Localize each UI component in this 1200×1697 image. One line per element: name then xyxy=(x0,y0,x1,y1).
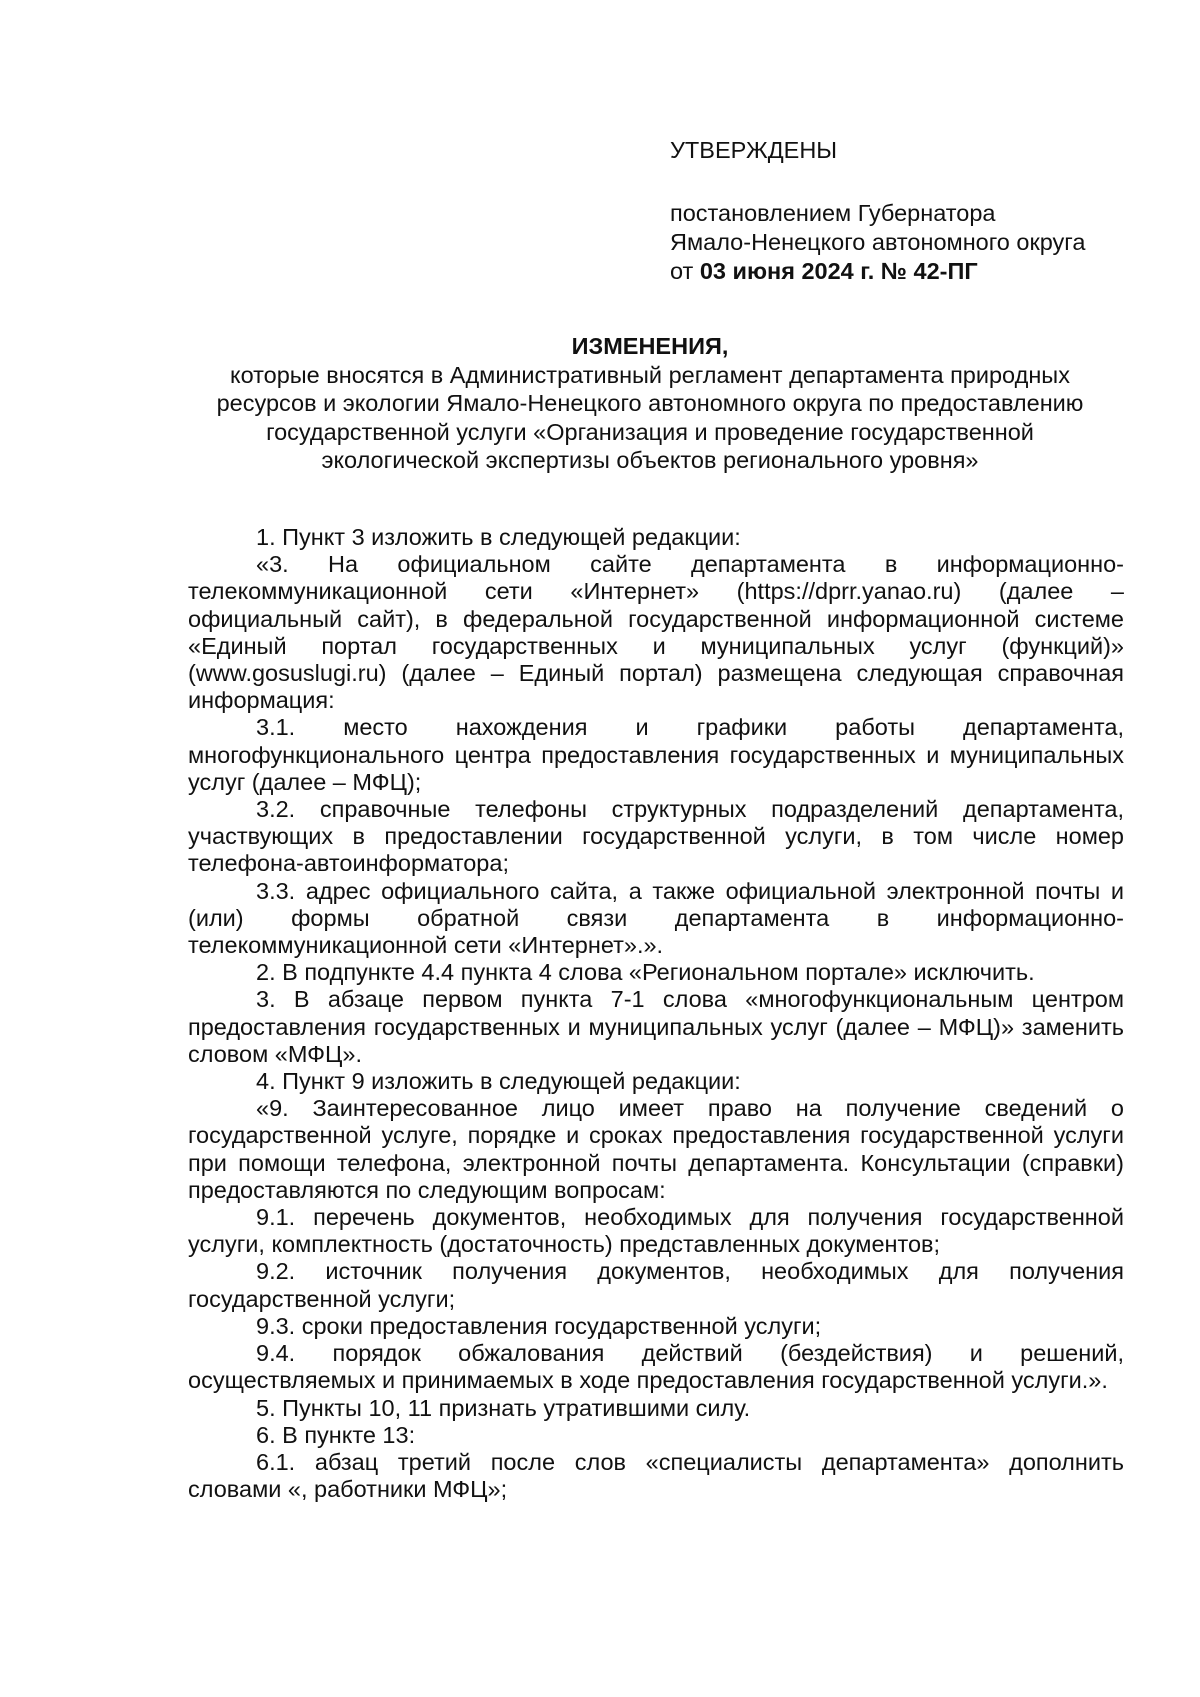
paragraph-4: 4. Пункт 9 изложить в следующей редакции: xyxy=(256,1068,741,1095)
paragraph-1: 1. Пункт 3 изложить в следующей редакции: xyxy=(256,524,741,550)
approval-block xyxy=(670,136,1140,286)
document-title xyxy=(160,332,1140,475)
approved-label: УТВЕРЖДЕНЫ xyxy=(670,137,838,163)
approval-date-prefix: от xyxy=(670,258,694,284)
paragraph-6-1: 6.1. абзац третий после слов «специалисты департамента» дополнить словами «, работники МФЦ»; xyxy=(188,1448,1124,1503)
paragraph-9-4: 9.4. порядок обжалования действий (бездействия) и решений, осуществляемых и принимаемых в ходе предоставления государственной услуги.». xyxy=(188,1340,1124,1394)
paragraph-3-2: 3.2. справочные телефоны структурных подразделений департамента, участвующих в предоставлении государственной услуги, в том числе номер телефона-автоинформатора; xyxy=(188,796,1124,877)
paragraph-9-1: 9.1. перечень документов, необходимых для получения государственной услуги, комплектность (достаточность) представленных документов; xyxy=(188,1204,1124,1258)
paragraph-2: 2. В подпункте 4.4 пункта 4 слова «Региональном портале» исключить. xyxy=(256,959,1035,986)
paragraph-6: 6. В пункте 13: xyxy=(256,1421,416,1448)
document-body xyxy=(188,524,1124,1503)
title-line-2: ресурсов и экологии Ямало-Ненецкого автономного округа по предоставлению xyxy=(216,390,1084,416)
title-line-3: государственной услуги «Организация и проведение государственной xyxy=(266,418,1034,445)
paragraph-9-2: 9.2. источник получения документов, необходимых для получения государственной услуги; xyxy=(188,1258,1124,1312)
title-line-4: экологической экспертизы объектов регионального уровня» xyxy=(321,447,979,473)
paragraph-3: 3. В абзаце первом пункта 7-1 слова «многофункциональным центром предоставления государственных и муниципальных услуг (далее – МФЦ)» заменить словом «МФЦ». xyxy=(188,986,1124,1067)
approval-date-value: 03 июня 2024 г. № 42-ПГ xyxy=(699,258,978,284)
paragraph-3-1: 3.1. место нахождения и графики работы департамента, многофункционального центра предоставления государственных и муниципальных услуг (далее – МФЦ); xyxy=(188,714,1124,795)
approval-line-1: постановлением Губернатора xyxy=(670,200,996,226)
paragraph-point-9: «9. Заинтересованное лицо имеет право на получение сведений о государственной услуге, порядке и сроках предоставления государственной услуги при помощи телефона, электронной почты департамента. Консультации (справки) предоставляются по следующим вопросам: xyxy=(188,1095,1124,1203)
paragraph-3-3: 3.3. адрес официального сайта, а также официальной электронной почты и (или) формы обратной связи департамента в информационно-телекоммуникационной сети «Интернет».». xyxy=(188,877,1124,959)
approval-date-line xyxy=(670,257,1140,286)
title-heading: ИЗМЕНЕНИЯ, xyxy=(571,333,729,359)
title-line-1: которые вносятся в Административный регламент департамента природных xyxy=(230,361,1070,388)
paragraph-point-3: «3. На официальном сайте департамента в информационно-телекоммуникационной сети «Интернет» (https://dprr.yanao.ru) (далее – официальный сайт), в федеральной государственной информационной системе «Единый портал государственных и муниципальных услуг (функций)» (www.gosuslugi.ru) (далее – Единый портал) размещена следующая справочная информация: xyxy=(188,551,1124,714)
paragraph-9-3: 9.3. сроки предоставления государственной услуги; xyxy=(256,1312,822,1339)
approval-line-2: Ямало-Ненецкого автономного округа xyxy=(670,229,1086,255)
paragraph-5: 5. Пункты 10, 11 признать утратившими силу. xyxy=(256,1394,751,1421)
